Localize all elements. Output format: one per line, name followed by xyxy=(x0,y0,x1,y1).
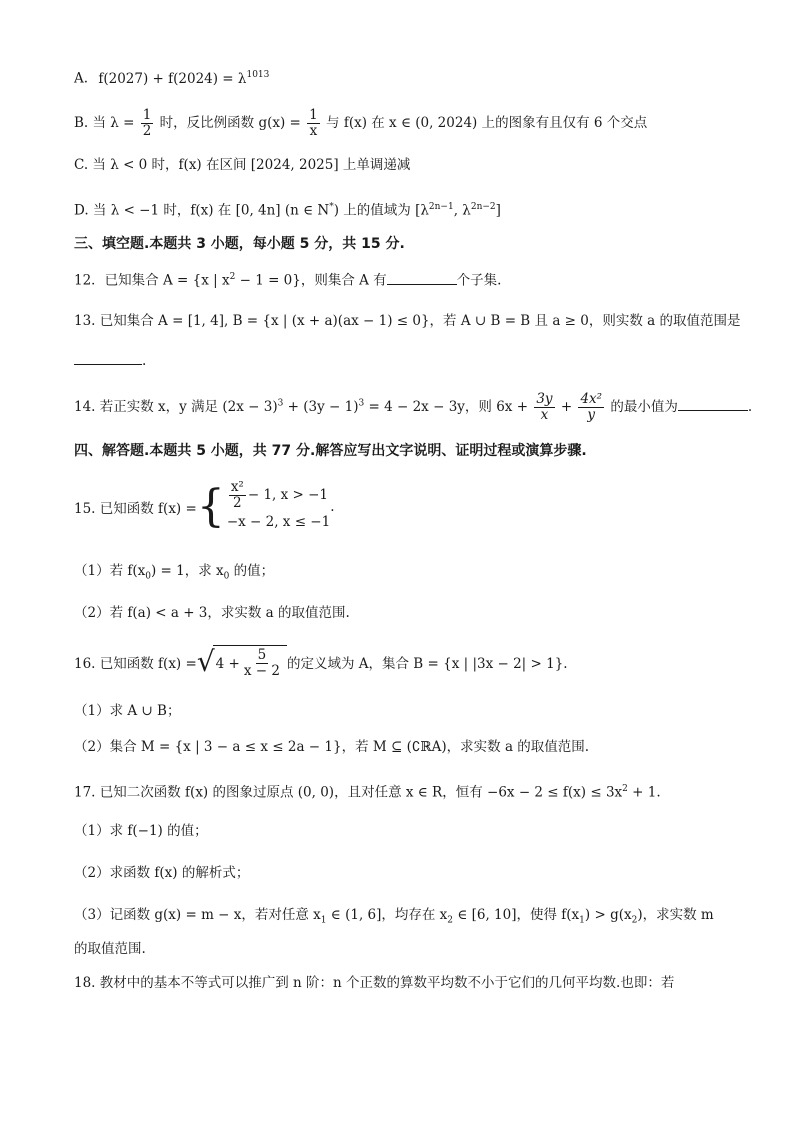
question-15: 15. 已知函数 f(x) = { $\frac{\text{x²}}{2}$ − 1, x > −1 −x − 2, x ≤ −1 . xyxy=(74,479,335,532)
question-16-part2: （2）集合 M = {x | 3 − a ≤ x ≤ 2a − 1}，若 M ⊆ (∁ℝA)，求实数 a 的取值范围. xyxy=(74,739,590,755)
answer-blank-14[interactable] xyxy=(678,396,748,411)
question-14: 14. 若正实数 x，y 满足 $(2x - 3)^3 + (3y - 1)^3 = 4 - 2x - 3y$，则 6x + $\frac{3y}{x}$ + $\frac{\text{4x²}}{y}$ 的最小值为 . xyxy=(74,391,753,423)
question-17: 17. 已知二次函数 f(x) 的图象过原点 (0, 0)，且对任意 x ∈ R，恒有 $-6x - 2 \le f(x) \le 3x^2 + 1$. xyxy=(74,784,661,801)
question-18: 18. 教材中的基本不等式可以推广到 n 阶：n 个正数的算数平均数不小于它们的几何平均数.也即：若 xyxy=(74,975,675,991)
question-15-part2: （2）若 f(a) < a + 3，求实数 a 的取值范围. xyxy=(74,605,350,621)
question-13-answer: . xyxy=(74,350,724,372)
answer-blank-13[interactable] xyxy=(74,350,142,365)
question-16-part1: （1）求 A ∪ B； xyxy=(74,703,181,719)
fraction-one-over-x: $\frac{1}{x}$ xyxy=(309,107,318,139)
piecewise-cases: $\frac{\text{x²}}{2}$ − 1, x > −1 −x − 2, x ≤ −1 xyxy=(226,479,331,530)
section-four-title: 四、解答题.本题共 5 小题，共 77 分.解答应写出文字说明、证明过程或演算步骤. xyxy=(74,443,587,459)
square-root: √ 4 + $\frac{5}{x - 2}$ xyxy=(197,645,287,679)
option-c: C. 当 λ < 0 时，f(x) 在区间 [2024, 2025] 上单调递减 xyxy=(74,157,411,173)
fraction-5-over-x-2: $\frac{5}{x - 2}$ xyxy=(243,647,280,679)
question-17-part3: （3）记函数 g(x) = m − x，若对任意 $x_1$ ∈ (1, 6]，均存在 $x_2$ ∈ [6, 10]，使得 $f(x_1) > g(x_2)$，求实数 m xyxy=(74,907,714,926)
fraction-half: $\frac{1}{2}$ xyxy=(142,107,152,139)
option-b: B. 当 λ = $\frac{1}{2}$ 时，反比例函数 g(x) = $\frac{1}{x}$ 与 f(x) 在 x ∈ (0, 2024) 上的图象有且仅有 6 个交点 xyxy=(74,107,648,139)
question-12: 12．已知集合 A = {x | $x^2 - 1 = 0$}，则集合 A 有 个子集. xyxy=(74,266,724,292)
fraction-x2-over-2: $\frac{\text{x²}}{2}$ xyxy=(230,479,244,511)
question-13: 13. 已知集合 A = [1, 4], B = {x | (x + a)(ax − 1) ≤ 0}，若 A ∪ B = B 且 a ≥ 0，则实数 a 的取值范围是 xyxy=(74,313,741,329)
question-16: 16. 已知函数 f(x) = √ 4 + $\frac{5}{x - 2}$ 的定义域为 A，集合 B = {x | |3x − 2| > 1}. xyxy=(74,645,568,679)
option-a: A. $f(2027) + f(2024) = \lambda^{1013}$ xyxy=(74,70,270,87)
option-d: D. 当 λ < −1 时，f(x) 在 [0, 4n] (n ∈ N*) 上的值域为 [$\lambda^{2n-1}$, $\lambda^{2n-2}$] xyxy=(74,202,501,219)
question-17-part1: （1）求 f(−1) 的值； xyxy=(74,823,208,839)
question-15-part1: （1）若 $f(x_0) = 1$，求 $x_0$ 的值； xyxy=(74,563,275,582)
option-a-formula: f(2027) + f(2024) = λ xyxy=(98,70,247,87)
question-17-part2: （2）求函数 f(x) 的解析式； xyxy=(74,865,250,881)
brace-symbol: { xyxy=(196,480,225,532)
section-three-title: 三、填空题.本题共 3 小题，每小题 5 分，共 15 分. xyxy=(74,236,405,252)
question-17-part3-cont: 的取值范围. xyxy=(74,941,146,957)
answer-blank-12[interactable] xyxy=(387,270,457,285)
fraction-3y-over-x: $\frac{3y}{x}$ xyxy=(536,391,553,423)
fraction-4x2-over-y: $\frac{\text{4x²}}{y}$ xyxy=(580,391,603,423)
